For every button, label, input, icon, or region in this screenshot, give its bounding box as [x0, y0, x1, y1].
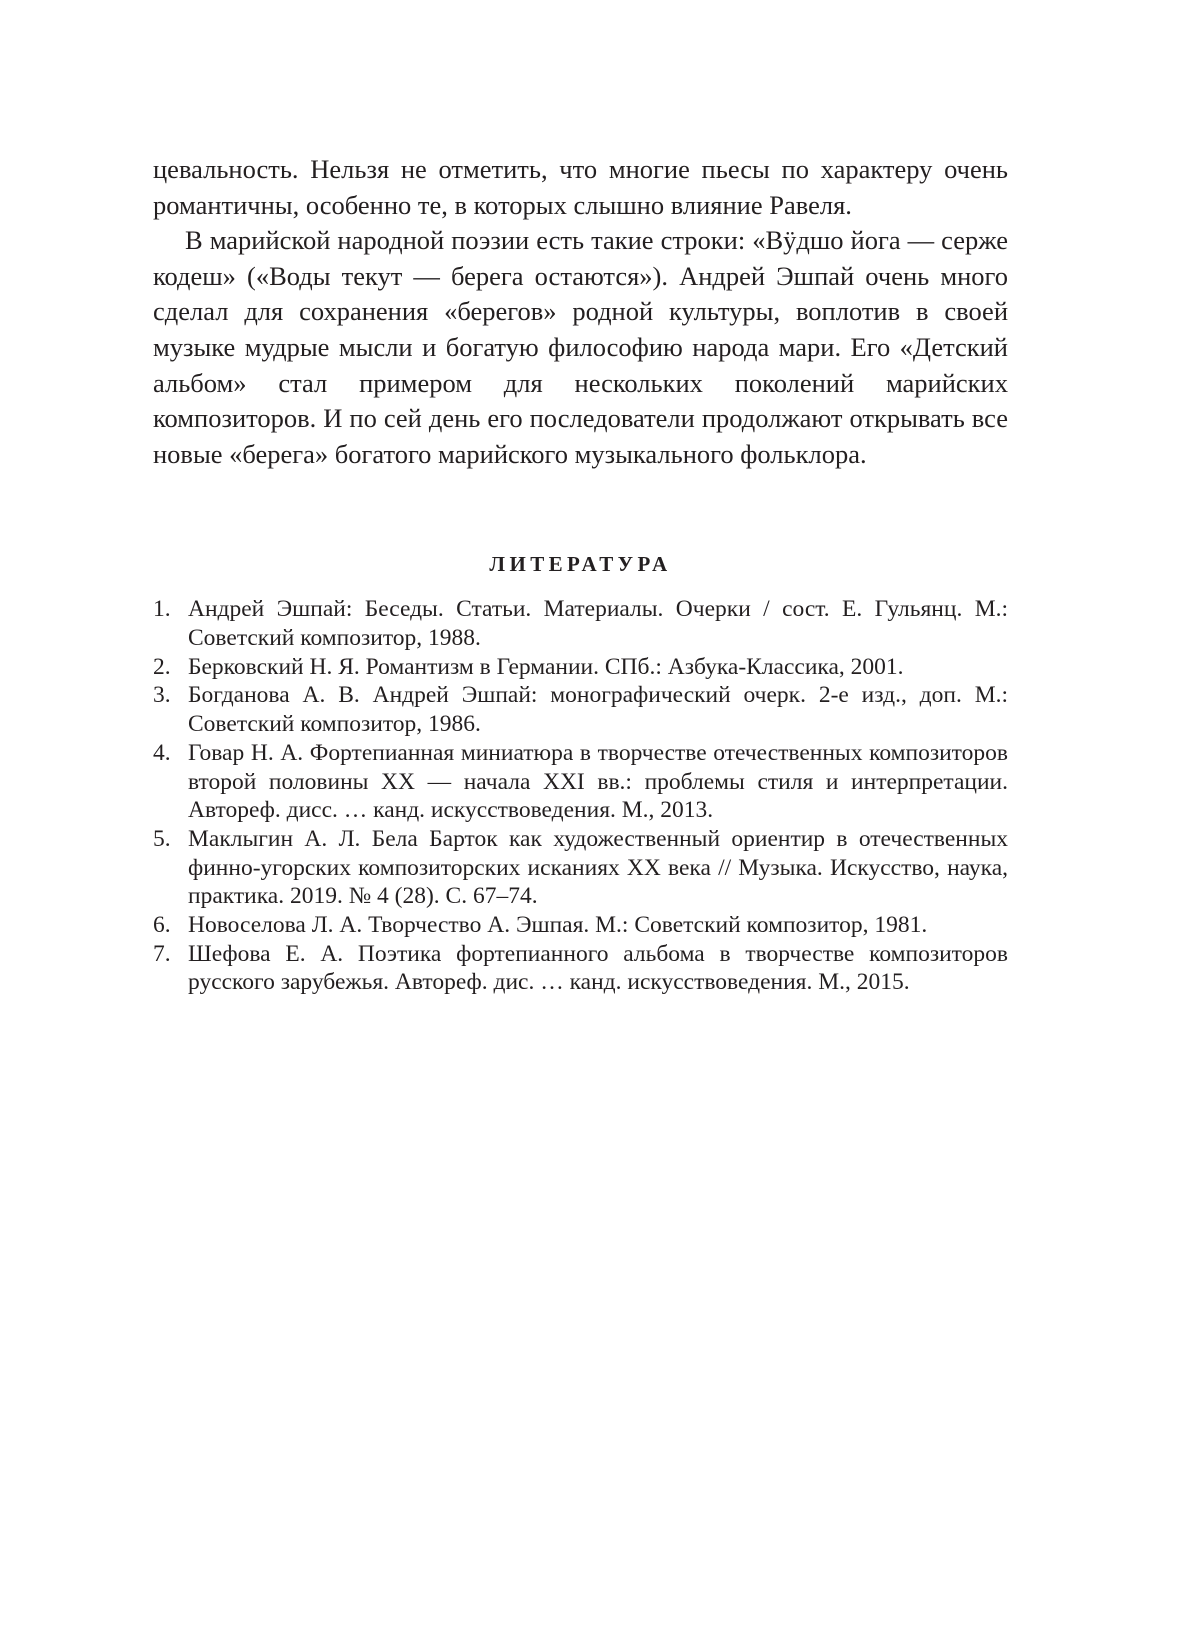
reference-item: [153, 911, 1008, 940]
paragraph: цевальность. Нельзя не отметить, что многие пьесы по характеру очень романтичны, особенно те, в которых слышно влияние Равеля.: [153, 154, 1008, 220]
reference-item: [153, 681, 1008, 738]
reference-number: 1.: [153, 596, 171, 623]
references-title: ЛИТЕРАТУРА: [489, 552, 672, 577]
reference-item: [153, 739, 1008, 825]
reference-text: Маклыгин А. Л. Бела Барток как художественный ориентир в отечественных финно-угорских композиторских исканиях XX века // Музыка. Искусство, наука, практика. 2019. № 4 (28). С. 67–74.: [188, 825, 1008, 910]
references-list: [153, 595, 1008, 997]
reference-number: 7.: [153, 940, 171, 967]
reference-item: [153, 940, 1008, 997]
reference-text: Андрей Эшпай: Беседы. Статьи. Материалы. Очерки / сост. Е. Гульянц. М.: Советский композитор, 1988.: [188, 596, 1008, 652]
reference-item: [153, 595, 1008, 652]
reference-number: 6.: [153, 912, 171, 939]
reference-number: 4.: [153, 739, 171, 766]
paragraph: В марийской народной поэзии есть такие строки: «Вӱдшо йога — серже кодеш» («Воды текут — берега остаются»). Андрей Эшпай очень много сделал для сохранения «берегов» родной культуры, воплотив в своей музыке мудрые мысли и богатую философию народа мари. Его «Детский альбом» стал примером для нескольких поколений марийских композиторов. И по сей день его последователи продолжают открывать все новые «берега» богатого марийского музыкального фольклора.: [153, 225, 1008, 469]
reference-text: Новоселова Л. А. Творчество А. Эшпая. М.: Советский композитор, 1981.: [188, 912, 928, 939]
page: [153, 152, 1008, 997]
reference-text: Говар Н. А. Фортепианная миниатюра в творчестве отечественных композиторов второй половины XX — начала XXI вв.: проблемы стиля и интерпретации. Автореф. дисс. … канд. искусствоведения. М., 2013.: [188, 739, 1008, 824]
reference-number: 5.: [153, 825, 171, 852]
reference-item: [153, 825, 1008, 911]
body-text: [153, 152, 1008, 472]
reference-item: [153, 653, 1008, 682]
reference-number: 2.: [153, 653, 171, 680]
reference-number: 3.: [153, 682, 171, 709]
reference-text: Берковский Н. Я. Романтизм в Германии. СПб.: Азбука-Классика, 2001.: [188, 653, 904, 680]
reference-text: Шефова Е. А. Поэтика фортепианного альбома в творчестве композиторов русского зарубежья. Автореф. дис. … канд. искусствоведения. М., 2015.: [188, 940, 1008, 996]
reference-text: Богданова А. В. Андрей Эшпай: монографический очерк. 2-е изд., доп. М.: Советский композитор, 1986.: [188, 682, 1008, 738]
